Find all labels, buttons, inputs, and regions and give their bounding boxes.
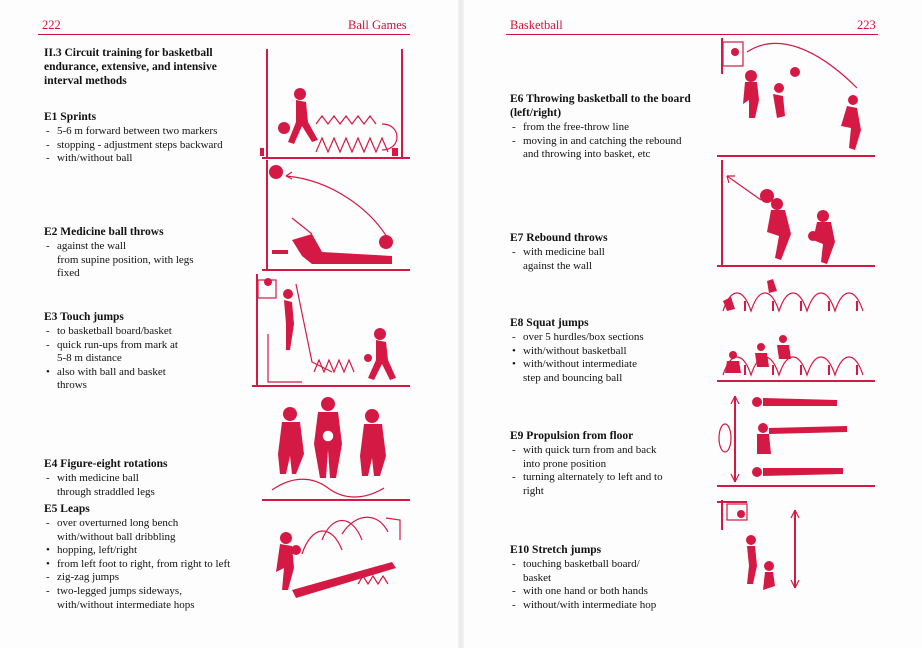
exercise-e2 — [44, 225, 259, 281]
list-item: - with/without ball — [46, 152, 133, 165]
exercise-e3 — [44, 310, 259, 393]
exercise-title: E4 Figure-eight rotations — [44, 458, 168, 470]
list-item: - zig-zag jumps — [46, 571, 120, 584]
list-item: right — [523, 484, 544, 497]
exercise-e5 — [44, 502, 266, 612]
list-item: • from left foot to right, from right to left — [46, 557, 231, 570]
exercise-title: E10 Stretch jumps — [510, 544, 602, 556]
exercise-title: E9 Propulsion from floor — [510, 430, 634, 442]
list-item: fixed — [57, 267, 80, 280]
exercise-title: E2 Medicine ball throws — [44, 226, 164, 238]
list-item: - without/with intermediate hop — [512, 598, 657, 611]
list-item: - to basketball board/basket — [46, 325, 172, 337]
exercise-e4 — [44, 457, 259, 499]
list-item: with/without intermediate hops — [57, 598, 195, 611]
leaps-bench-illustration — [262, 510, 412, 615]
list-item: through straddled legs — [57, 485, 155, 498]
figure-eight-illustration — [252, 394, 412, 504]
running-head-left: Ball Games — [348, 18, 407, 32]
page-number-right: 223 — [857, 18, 876, 32]
list-item: - from the free-throw line — [512, 121, 629, 133]
exercise-e7 — [510, 231, 725, 273]
list-item: • with/without basketball — [512, 344, 627, 357]
exercise-title: E7 Rebound throws — [510, 232, 608, 244]
list-item: into prone position — [523, 457, 607, 470]
exercise-title: E3 Touch jumps — [44, 311, 124, 323]
list-item: step and bouncing ball — [523, 371, 623, 384]
list-item: against the wall — [523, 259, 593, 272]
list-item: - against the wall — [46, 240, 127, 252]
list-item: - two-legged jumps sideways, — [46, 584, 182, 597]
exercise-e9 — [510, 429, 725, 498]
section-title: II.3 Circuit training for basketball endurance, extensive, and intensive interval methods — [44, 47, 217, 87]
exercise-e1 — [44, 110, 259, 166]
list-item: • hopping, left/right — [46, 544, 138, 557]
list-item: throws — [57, 379, 87, 392]
running-head-right: Basketball — [510, 18, 563, 32]
list-item: - moving in and catching the rebound — [512, 134, 682, 147]
list-item: - over overturned long bench — [46, 517, 179, 529]
list-item: 5-8 m distance — [57, 352, 122, 365]
exercise-title: E8 Squat jumps — [510, 317, 589, 329]
list-item: - with medicine ball — [512, 246, 605, 258]
list-item: - with one hand or both hands — [512, 585, 648, 598]
board-throw-illustration — [717, 38, 877, 158]
exercise-title: E5 Leaps — [44, 503, 90, 515]
exercise-e8 — [510, 316, 725, 385]
medicine-ball-throw-illustration — [252, 160, 412, 275]
rebound-throw-illustration — [717, 160, 877, 270]
header-rule-right — [506, 34, 878, 35]
touch-jump-illustration — [252, 274, 412, 390]
exercise-title: E1 Sprints — [44, 111, 97, 123]
sprint-illustration — [252, 44, 412, 164]
left-page — [0, 0, 460, 648]
list-item: - turning alternately to left and to — [512, 471, 663, 484]
list-item: - 5-6 m forward between two markers — [46, 125, 218, 137]
list-item: from supine position, with legs — [57, 253, 194, 266]
list-item: and throwing into basket, etc — [523, 148, 651, 161]
exercise-e10 — [510, 543, 725, 612]
list-item: • with/without intermediate — [512, 358, 637, 371]
header-rule-left — [38, 34, 410, 35]
squat-jumps-illustration — [717, 275, 877, 393]
propulsion-floor-illustration — [717, 392, 877, 490]
list-item: with/without ball dribbling — [57, 530, 176, 543]
list-item: - touching basketball board/ — [512, 558, 640, 570]
page-number-left: 222 — [42, 18, 61, 32]
exercise-title: E6 Throwing basketball to the board (left/right) — [510, 93, 691, 119]
list-item: - over 5 hurdles/box sections — [512, 331, 644, 343]
section-heading — [44, 46, 254, 88]
list-item: - quick run-ups from mark at — [46, 338, 178, 351]
stretch-jump-illustration — [717, 500, 877, 600]
exercise-e6 — [510, 92, 725, 162]
list-item: basket — [523, 571, 552, 584]
list-item: - with quick turn from and back — [512, 444, 657, 456]
list-item: • also with ball and basket — [46, 365, 166, 378]
list-item: - with medicine ball — [46, 472, 139, 484]
right-page — [462, 0, 922, 648]
list-item: - stopping - adjustment steps backward — [46, 138, 223, 151]
